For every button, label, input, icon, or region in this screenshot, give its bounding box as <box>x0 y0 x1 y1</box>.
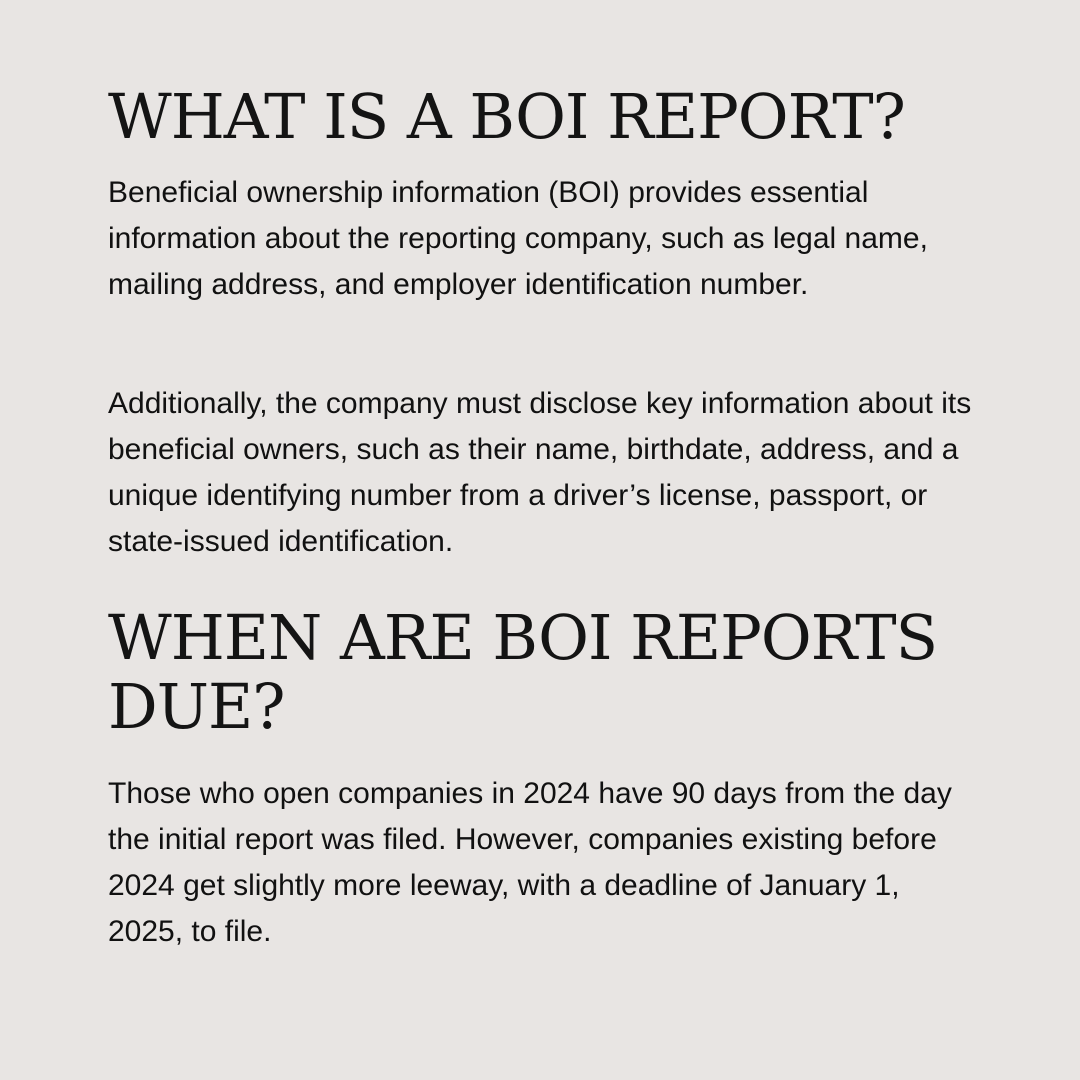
heading-what-is-boi: WHAT IS A BOI REPORT? <box>108 80 905 153</box>
paragraph-boi-definition: Beneficial ownership information (BOI) provides essential information about the reporting company, such as legal name, mailing address, and employer identification number. <box>108 176 928 301</box>
heading-when-due: WHEN ARE BOI REPORTS DUE? <box>108 601 938 744</box>
paragraph-owner-disclosure: Additionally, the company must disclose key information about its beneficial owners, such as their name, birthdate, address, and a unique identifying number from a driver’s license, passport, or state-issued identification. <box>108 387 972 558</box>
paragraph-deadline: Those who open companies in 2024 have 90 days from the day the initial report was filed. However, companies existing before 2024 get slightly more leeway, with a deadline of January 1, 2025, to file. <box>108 777 952 948</box>
